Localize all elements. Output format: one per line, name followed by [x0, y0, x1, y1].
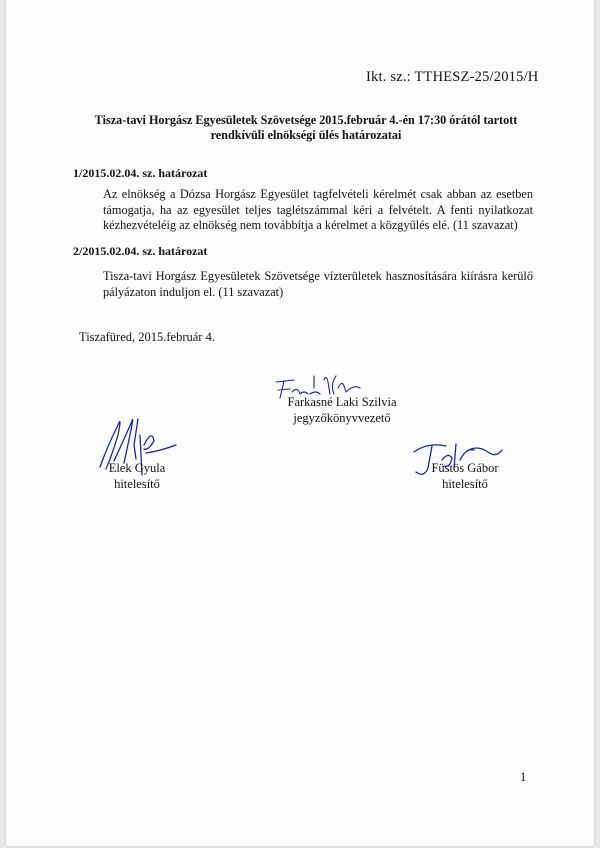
page-number: 1	[520, 770, 527, 784]
signatory-fustos	[410, 460, 520, 492]
document-page	[6, 0, 594, 846]
signatory-role: hitelesítő	[442, 477, 488, 491]
title-line-2: rendkívüli elnökségi ülés határozatai	[210, 128, 402, 142]
signatory-name: Füstös Gábor	[431, 461, 499, 475]
resolution-1-text: Az elnökség a Dózsa Horgász Egyesület tagfelvételi kérelmét csak abban az esetben támogatja, ha az egyesület teljes taglétszámmal kéri a felvételt. A fenti nyilatkozat kézhezvételéig az elnökség nem továbbítja a kérelmet a közgyűlés elé. (11 szavazat)	[103, 187, 533, 232]
signatory-role: hitelesítő	[114, 477, 160, 491]
signatory-name: Elek Gyula	[108, 461, 166, 475]
resolution-2-text: Tisza-tavi Horgász Egyesületek Szövetsége vízterületek hasznosítására kiírásra kerülő pályázaton induljon el. (11 szavazat)	[103, 269, 533, 299]
resolution-1-heading: 1/2015.02.04. sz. határozat	[73, 166, 208, 180]
place-and-date: Tiszafüred, 2015.február 4.	[79, 330, 215, 344]
title-line-1: Tisza-tavi Horgász Egyesületek Szövetsége 2015.február 4.-én 17:30 órától tartott	[94, 113, 518, 127]
document-title	[86, 113, 526, 143]
signatory-name: Farkasné Laki Szilvia	[287, 395, 397, 409]
signatory-role: jegyzőkönyvvezető	[293, 411, 391, 425]
resolution-2-heading: 2/2015.02.04. sz. határozat	[73, 244, 208, 258]
signatory-farkasne	[257, 394, 427, 426]
reference-number: Ikt. sz.: TTHESZ-25/2015/H	[366, 69, 539, 85]
signatory-elek	[82, 460, 192, 492]
